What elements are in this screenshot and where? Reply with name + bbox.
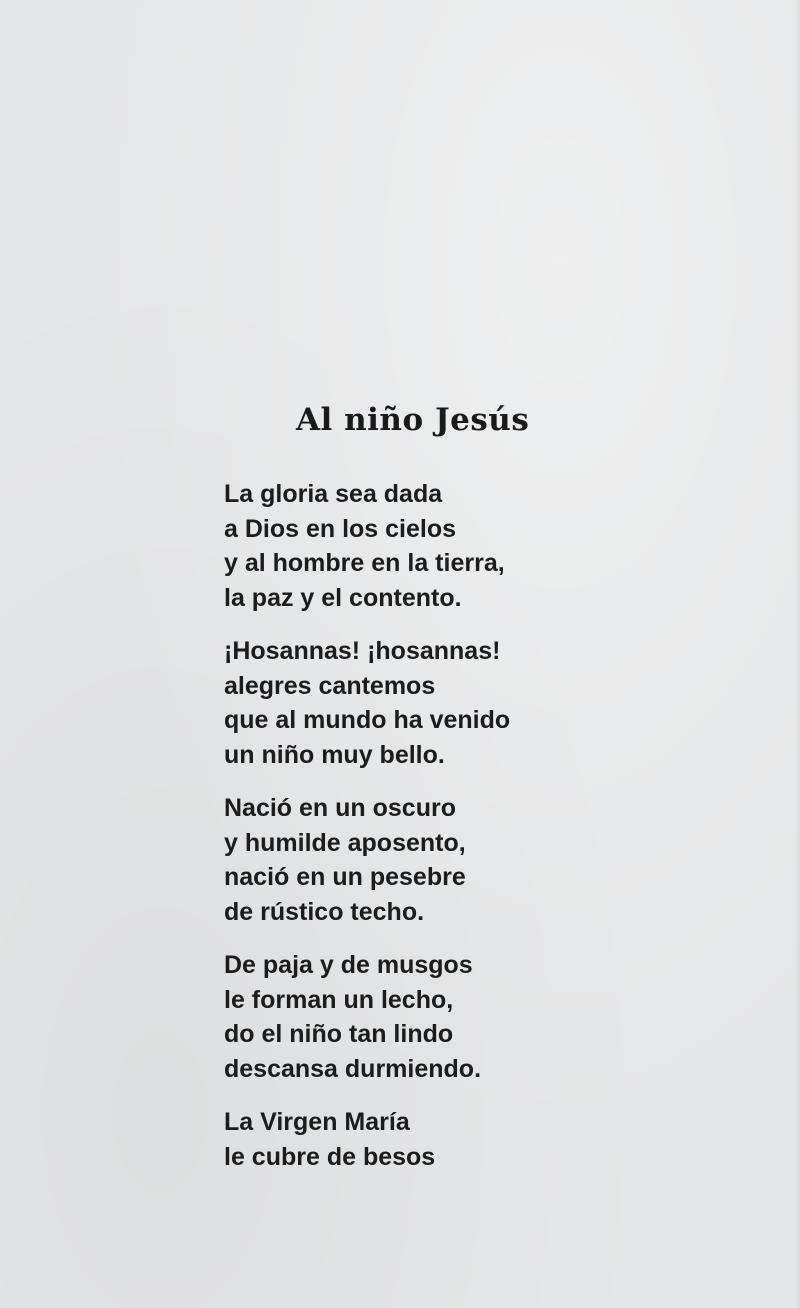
verse-line: un niño muy bello. — [224, 740, 445, 769]
verse-line: ¡Hosannas! ¡hosannas! — [224, 637, 501, 665]
verse-line: descansa durmiendo. — [224, 1054, 482, 1083]
page-edge-shadow — [794, 0, 800, 1308]
verse-line: do el niño tan lindo — [224, 1020, 454, 1048]
stanza-4 — [224, 948, 584, 1086]
verse-line: le forman un lecho, — [224, 985, 454, 1014]
verse-line: Nació en un oscuro — [224, 794, 456, 822]
stanza-5 — [224, 1105, 584, 1174]
verse-line: a Dios en los cielos — [224, 514, 457, 543]
verse-line: nació en un pesebre — [224, 863, 466, 891]
verse-line: y humilde aposento, — [224, 828, 466, 857]
stanza-1 — [224, 477, 584, 615]
verse-line: de rústico techo. — [224, 897, 425, 926]
verse-line: alegres cantemos — [224, 671, 436, 700]
verse-line: De paja y de musgos — [224, 951, 473, 979]
verse-line: la paz y el contento. — [224, 583, 462, 612]
poem-body — [224, 477, 584, 1193]
stanza-3 — [224, 791, 584, 929]
verse-line: La gloria sea dada — [224, 480, 443, 508]
verse-line: que al mundo ha venido — [224, 706, 511, 734]
poem-title: Al niño Jesús — [296, 402, 530, 438]
verse-line: y al hombre en la tierra, — [224, 549, 505, 577]
stanza-2 — [224, 634, 584, 772]
verse-line: le cubre de besos — [224, 1142, 436, 1171]
verse-line: La Virgen María — [224, 1108, 410, 1136]
